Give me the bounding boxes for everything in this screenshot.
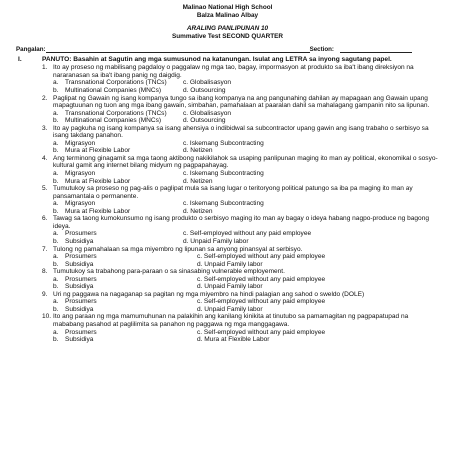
question-item [42,155,439,185]
school-address: Balza Malinao Albay [196,11,259,19]
question-list [16,64,439,343]
choice-text: Mura at Flexible Labor [65,177,131,185]
choice-letter: b. [53,87,59,95]
answer-choices [42,170,439,185]
choice-letter: a. [53,109,59,117]
choice-text: Prosumers [65,328,97,336]
question-item [42,291,439,314]
choice-letter: a. [53,170,59,178]
choice-letter: a. [53,79,59,87]
choice-letter: a. [53,230,59,238]
instruction-text: PANUTO: Basahin at Sagutin ang mga sumusunod na katanungan. Isulat ang LETRA sa inyong sagutang papel. [42,56,392,64]
question-row [42,155,439,170]
choice-text-alt: d. Unpaid Family labor [197,283,263,291]
section-label: Section: [309,46,334,54]
choice-letter: b. [53,117,59,125]
choice-text: Subsidiya [65,260,94,268]
choice-text: Prosumers [65,298,97,306]
choice-text-alt: d. Netizen [183,207,213,215]
choice-letter: a. [53,298,59,306]
question-row [42,268,439,276]
subject-title: ARALING PANLIPUNAN 10 [186,25,269,33]
question-item [42,64,439,94]
choice-text: Subsidiya [65,305,94,313]
question-number: 2. [42,94,48,102]
question-row [42,215,439,230]
choice-text: Migrasyon [65,200,96,208]
answer-choices [42,329,439,344]
choice-letter: b. [53,283,59,291]
choice-text-alt: c. Self-employed without any paid employee [183,230,312,238]
choice-text: Multinational Companies (MNCs) [65,87,162,95]
question-number: 4. [42,154,48,162]
question-text: Ito ang paraan ng mga mamumuhunan na palakihin ang kanilang kinikita at tinutubo sa pamamagitan ng pagpapatupad na mababang pasahod at paglilimita sa panahon ng paggawa ng mga manggagawa. [53,313,409,328]
choice-letter: a. [53,253,59,261]
question-item [42,268,439,291]
answer-choices [42,79,439,94]
choice-text-alt: d. Netizen [183,177,213,185]
choice-text-alt: c. Iskemang Subcontracting [183,200,264,208]
question-number: 5. [42,185,48,193]
question-number: 8. [42,268,48,276]
question-text: Tulong ng pamahalaan sa mga miyembro ng lipunan sa anyong pinansyal at serbisyo. [53,245,303,253]
name-line [46,46,310,53]
choice-letter: b. [53,237,59,245]
choice-letter: b. [53,147,59,155]
school-name: Malinao National High School [182,4,273,11]
question-number: 7. [42,245,48,253]
answer-choices [42,110,439,125]
choice-text: Prosumers [65,230,97,238]
question-text: Tawag sa taong kumokunsumo ng isang produkto o serbisyo maging ito man ay bagay o ideya habang nagpo-produce ng bagong ideya. [53,215,429,230]
question-number: 3. [42,124,48,132]
question-row [42,95,439,110]
choice-text: Transnational Corporations (TNCs) [65,79,167,87]
question-row [42,185,439,200]
name-section-row [16,46,439,53]
question-item [42,95,439,125]
question-text: Ito ay pagkuha ng isang kompanya sa isang ahensiya o indibidwal sa subcontractor upang gawin ang isang trabaho o serbisyo sa isang takdang panahon. [53,124,429,140]
question-text: Tumutukoy sa proseso ng pag-alis o paglipat mula sa isang lugar o teritoryong political patungo sa iba pa maging ito man ay pansamantala o permanente. [53,185,413,200]
choice-text-alt: d. Unpaid Family labor [197,305,263,313]
choice-text-alt: c. Globalisasyon [183,79,232,87]
choice-text-alt: c. Self-employed without any paid employee [197,298,326,306]
answer-choices [42,253,439,268]
answer-choices [42,230,439,245]
choice-text-alt: d. Unpaid Family labor [183,237,249,245]
question-row [42,246,439,254]
answer-choices [42,298,439,313]
question-item [42,246,439,269]
question-number: 1. [42,64,48,72]
question-text: Ang terminong ginagamit sa mga taong aktibong nakikilahok sa usaping panlipunan maging ito man ay political, ekonomikal o sosyo-kultural gamit ang internet bilang midyum ng pagpapahayag. [53,154,438,170]
name-label: Pangalan: [16,46,46,54]
exam-title: Summative Test SECOND QUARTER [171,32,284,40]
choice-text: Transnational Corporations (TNCs) [65,109,167,117]
question-item [42,185,439,215]
section-number: I. [18,56,22,64]
choice-letter: a. [53,200,59,208]
answer-choices [42,276,439,291]
section-line [340,46,412,53]
choice-text-alt: d. Outsourcing [183,87,226,95]
question-text: Tumutukoy sa trabahong para-paraan o sa sinasabing vulnerable employement. [53,268,285,276]
choice-text: Subsidiya [65,237,94,245]
choice-text-alt: c. Self-employed without any paid employee [197,275,326,283]
choice-text: Mura at Flexible Labor [65,147,131,155]
instruction-block [16,56,439,64]
choice-text-alt: c. Iskemang Subcontracting [183,170,264,178]
choice-letter: b. [53,305,59,313]
question-text: Uri ng paggawa na nagaganap sa pagitan ng mga miyembro na hindi palagian ang sahod o sweldo (DOLE) [53,290,365,298]
choice-letter: b. [53,177,59,185]
choice-letter: b. [53,336,59,344]
question-item [42,313,439,343]
choice-text-alt: d. Outsourcing [183,117,226,125]
question-row [42,313,439,328]
choice-letter: b. [53,207,59,215]
question-row [42,64,439,79]
choice-text-alt: d. Netizen [183,147,213,155]
choice-text-alt: c. Globalisasyon [183,109,232,117]
question-text: Paglipat ng Gawain ng isang kompanya tungo sa ibang kompanya na ang pangunahing dahilan ay mapagaan ang Gawain upang mapagtuunan ng tuon ang mga ibang gawain, simbahan, pamahalaan at paaralan dahil sa mahalagang gampanin nito sa lipunan. [53,94,430,110]
answer-choices [42,200,439,215]
choice-text-alt: c. Self-employed without any paid employee [197,328,326,336]
choice-text: Multinational Companies (MNCs) [65,117,162,125]
choice-text: Subsidiya [65,336,94,344]
choice-text-alt: c. Iskemang Subcontracting [183,139,264,147]
choice-text: Subsidiya [65,283,94,291]
choice-letter: a. [53,139,59,147]
choice-text: Prosumers [65,253,97,261]
question-item [42,125,439,155]
question-row [42,291,439,299]
choice-text-alt: d. Unpaid Family labor [197,260,263,268]
choice-letter: b. [53,260,59,268]
question-number: 10. [42,313,52,321]
question-number: 6. [42,215,48,223]
choice-text-alt: c. Self-employed without any paid employee [197,253,326,261]
answer-choices [42,140,439,155]
choice-text: Migrasyon [65,139,96,147]
choice-letter: a. [53,328,59,336]
question-text: Ito ay proseso ng mabilisang pagdaloy o paggalaw ng mga tao, bagay, impormasyon at produkto sa iba't ibang direksiyon na nararanasan sa iba't ibang panig ng daigdig. [53,64,414,79]
question-number: 9. [42,290,48,298]
question-row [42,125,439,140]
choice-letter: a. [53,275,59,283]
choice-text: Prosumers [65,275,97,283]
question-item [42,215,439,245]
choice-text-alt: d. Mura at Flexible Labor [197,336,270,344]
choice-text: Migrasyon [65,170,96,178]
choice-text: Mura at Flexible Labor [65,207,131,215]
